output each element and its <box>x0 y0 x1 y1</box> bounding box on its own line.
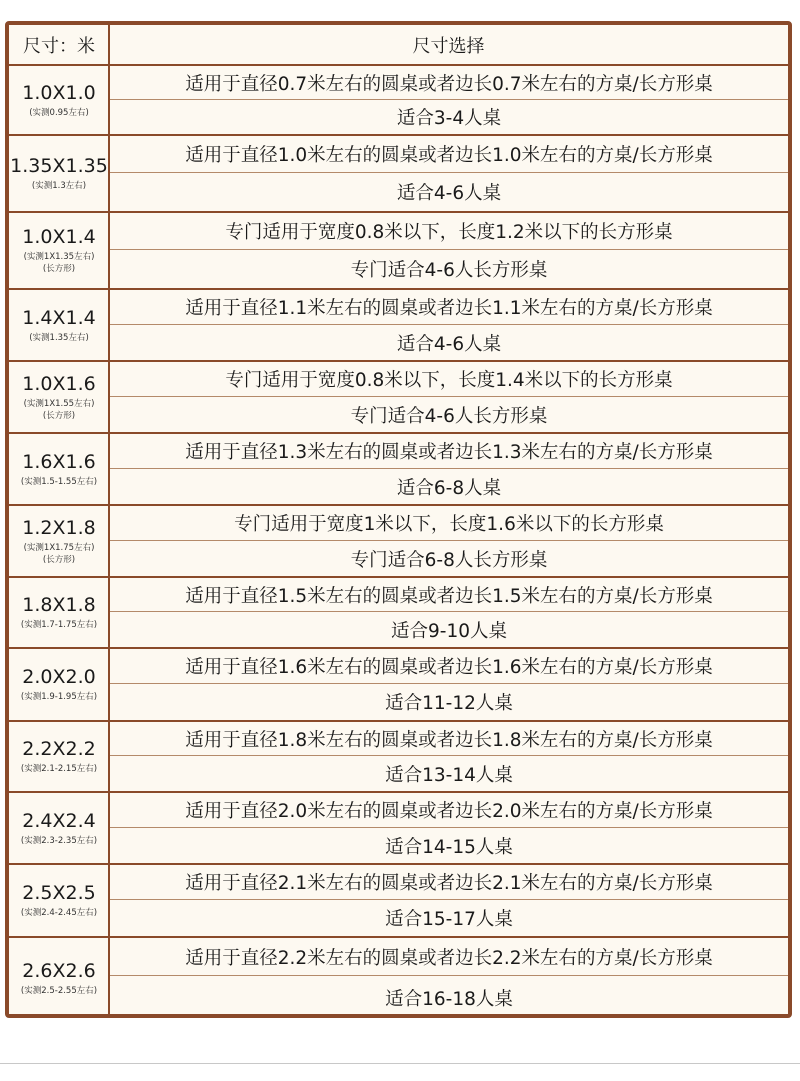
size-value: 2.2X2.2 <box>22 738 96 760</box>
usage-description: 适用于直径0.7米左右的圆桌或者边长0.7米左右的方桌/长方形桌 <box>110 66 788 100</box>
size-value: 2.0X2.0 <box>22 666 96 688</box>
people-capacity: 适合16-18人桌 <box>385 989 513 1010</box>
size-cell <box>9 938 109 1018</box>
bottom-divider <box>0 1063 800 1064</box>
people-capacity: 专门适合4-6人长方形桌 <box>350 260 548 281</box>
people-capacity: 适合3-4人桌 <box>396 108 502 129</box>
table-row <box>9 66 788 136</box>
people-capacity: 适合4-6人桌 <box>396 183 502 204</box>
size-value: 1.0X1.4 <box>22 226 96 248</box>
table-row <box>9 649 788 722</box>
people-capacity: 适合14-15人桌 <box>385 836 513 858</box>
size-note: (实测2.3-2.35左右) <box>20 835 98 846</box>
size-note: (实测1.5-1.55左右) <box>20 476 98 487</box>
size-note: (实测1.9-1.95左右) <box>20 692 98 702</box>
size-cell <box>9 290 109 360</box>
table-row <box>9 362 788 434</box>
size-cell <box>9 722 109 791</box>
size-note: (实测1X1.55左右) <box>23 398 95 409</box>
size-value: 1.2X1.8 <box>22 516 96 539</box>
size-note: (实测1.35左右) <box>29 332 89 343</box>
column-divider <box>108 25 110 1014</box>
size-note: (长方形) <box>42 554 76 565</box>
people-capacity: 专门适合4-6人长方形桌 <box>350 405 548 427</box>
size-note: (实测1.7-1.75左右) <box>20 620 98 630</box>
size-value: 1.4X1.4 <box>22 306 96 329</box>
people-capacity: 适合6-8人桌 <box>396 477 502 499</box>
usage-description: 专门适用于宽度0.8米以下，长度1.2米以下的长方形桌 <box>110 213 788 250</box>
table-row <box>9 722 788 793</box>
usage-description: 专门适用于宽度0.8米以下，长度1.4米以下的长方形桌 <box>110 362 788 397</box>
size-cell <box>9 649 109 720</box>
table-row <box>9 136 788 213</box>
usage-description: 适用于直径1.6米左右的圆桌或者边长1.6米左右的方桌/长方形桌 <box>110 649 788 684</box>
table-row <box>9 938 788 1018</box>
size-cell <box>9 136 109 211</box>
people-capacity: 适合13-14人桌 <box>385 764 513 786</box>
usage-description: 适用于直径2.1米左右的圆桌或者边长2.1米左右的方桌/长方形桌 <box>110 865 788 900</box>
size-value: 2.5X2.5 <box>22 882 96 904</box>
size-note: (长方形) <box>42 410 76 421</box>
size-column-header: 尺寸：米 <box>23 35 95 57</box>
size-value: 1.8X1.8 <box>22 594 96 616</box>
table-row <box>9 290 788 362</box>
usage-description: 适用于直径2.2米左右的圆桌或者边长2.2米左右的方桌/长方形桌 <box>110 938 788 976</box>
size-cell <box>9 434 109 504</box>
size-note: (实测0.95左右) <box>29 107 89 118</box>
table-row <box>9 865 788 938</box>
table-row <box>9 506 788 578</box>
table-row <box>9 578 788 649</box>
size-note: (实测2.4-2.45左右) <box>20 908 98 918</box>
size-value: 1.0X1.6 <box>22 372 96 395</box>
table-row <box>9 434 788 506</box>
table-header <box>9 25 788 66</box>
size-cell <box>9 362 109 432</box>
usage-description: 适用于直径2.0米左右的圆桌或者边长2.0米左右的方桌/长方形桌 <box>110 793 788 828</box>
size-cell <box>9 865 109 936</box>
size-value: 1.35X1.35 <box>10 155 108 177</box>
people-capacity: 适合4-6人桌 <box>396 333 502 355</box>
usage-description: 适用于直径1.3米左右的圆桌或者边长1.3米左右的方桌/长方形桌 <box>110 434 788 469</box>
people-capacity: 专门适合6-8人长方形桌 <box>350 549 548 571</box>
size-value: 1.6X1.6 <box>22 450 96 473</box>
size-value: 1.0X1.0 <box>22 81 96 104</box>
usage-description: 适用于直径1.0米左右的圆桌或者边长1.0米左右的方桌/长方形桌 <box>110 136 788 173</box>
usage-description: 适用于直径1.8米左右的圆桌或者边长1.8米左右的方桌/长方形桌 <box>110 722 788 756</box>
size-note: (实测2.1-2.15左右) <box>20 764 98 774</box>
size-cell <box>9 793 109 863</box>
size-cell <box>9 213 109 288</box>
size-cell <box>9 506 109 576</box>
usage-description: 适用于直径1.1米左右的圆桌或者边长1.1米左右的方桌/长方形桌 <box>110 290 788 325</box>
size-cell <box>9 66 109 134</box>
size-note: (实测1X1.35左右) <box>23 252 95 262</box>
table-row <box>9 213 788 290</box>
usage-description: 专门适用于宽度1米以下，长度1.6米以下的长方形桌 <box>110 506 788 541</box>
size-value: 2.6X2.6 <box>22 959 96 982</box>
table-row <box>9 793 788 865</box>
size-note: (长方形) <box>42 264 76 274</box>
people-capacity: 适合11-12人桌 <box>385 693 513 714</box>
size-cell <box>9 578 109 647</box>
size-value: 2.4X2.4 <box>22 809 96 832</box>
size-note: (实测2.5-2.55左右) <box>20 985 98 996</box>
size-note: (实测1X1.75左右) <box>23 542 95 553</box>
usage-description: 适用于直径1.5米左右的圆桌或者边长1.5米左右的方桌/长方形桌 <box>110 578 788 612</box>
selection-column-header: 尺寸选择 <box>412 35 485 57</box>
size-table <box>5 21 792 1018</box>
people-capacity: 适合15-17人桌 <box>385 909 513 930</box>
size-note: (实测1.3左右) <box>31 181 87 191</box>
people-capacity: 适合9-10人桌 <box>391 620 507 642</box>
